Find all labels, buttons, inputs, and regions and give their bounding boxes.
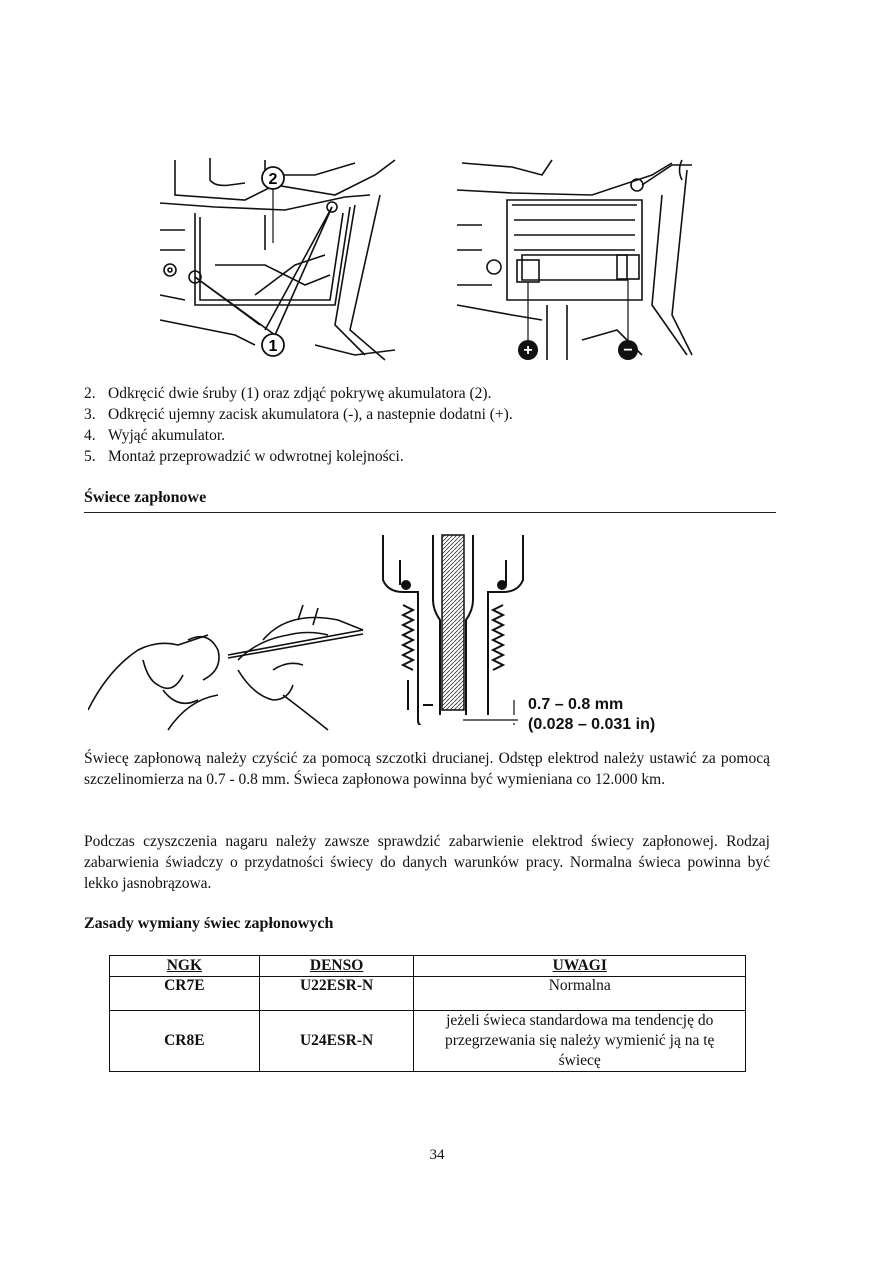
table-row xyxy=(110,1011,746,1072)
cell-denso: U24ESR-N xyxy=(259,1011,414,1072)
table-row xyxy=(110,977,746,1011)
removal-steps xyxy=(84,383,513,467)
header-notes: UWAGI xyxy=(414,956,746,977)
battery-terminals-figure xyxy=(452,155,702,365)
step-item: 3. Odkręcić ujemny zacisk akumulatora (-), a nastepnie dodatni (+). xyxy=(84,406,513,423)
step-item: 2. Odkręcić dwie śruby (1) oraz zdjąć pokrywę akumulatora (2). xyxy=(84,385,492,402)
paragraph-coloration: Podczas czyszczenia nagaru należy zawsze sprawdzić zabarwienie elektrod świecy zapłonowej. Rodzaj zabarwienia świadczy o przydatności świecy do danych warunków pracy. Normalna świeca powinna być lekko jasnobrązowa. xyxy=(84,833,770,892)
paragraph-cleaning: Świecę zapłonową należy czyścić za pomocą szczotki drucianej. Odstęp elektrod należy ustawić za pomocą szczelinomierza na 0.7 - 0.8 mm. Świeca zapłonowa powinna być wymieniana co 12.000 km. xyxy=(84,750,770,788)
cell-note: Normalna xyxy=(414,977,746,1011)
section-title-spark-plugs: Świece zapłonowe xyxy=(84,489,207,506)
cell-note: jeżeli świeca standardowa ma tendencję do przegrzewania się należy wymienić ją na tę świecę xyxy=(414,1011,746,1072)
step-item: 4. Wyjąć akumulator. xyxy=(84,427,225,444)
gap-spec-in: (0.028 – 0.031 in) xyxy=(528,716,656,733)
header-denso: DENSO xyxy=(259,956,414,977)
page-number: 34 xyxy=(429,1147,445,1163)
cleaning-hands-figure xyxy=(88,600,378,740)
cell-ngk: CR8E xyxy=(110,1011,260,1072)
callout-plus: + xyxy=(523,342,533,359)
spark-plug-table xyxy=(109,955,746,1072)
section-divider xyxy=(84,512,776,513)
section-title-replacement: Zasady wymiany świec zapłonowych xyxy=(84,915,334,932)
callout-1: 1 xyxy=(268,338,278,355)
callout-2: 2 xyxy=(268,171,278,188)
spark-plug-section-figure xyxy=(378,530,528,725)
header-ngk: NGK xyxy=(110,956,260,977)
table-header-row xyxy=(110,956,746,977)
callout-minus: − xyxy=(623,342,633,359)
cell-ngk: CR7E xyxy=(110,977,260,1011)
cell-denso: U22ESR-N xyxy=(259,977,414,1011)
step-item: 5. Montaż przeprowadzić w odwrotnej kolejności. xyxy=(84,448,404,465)
battery-cover-figure xyxy=(155,155,405,365)
gap-spec-mm: 0.7 – 0.8 mm xyxy=(528,696,624,713)
